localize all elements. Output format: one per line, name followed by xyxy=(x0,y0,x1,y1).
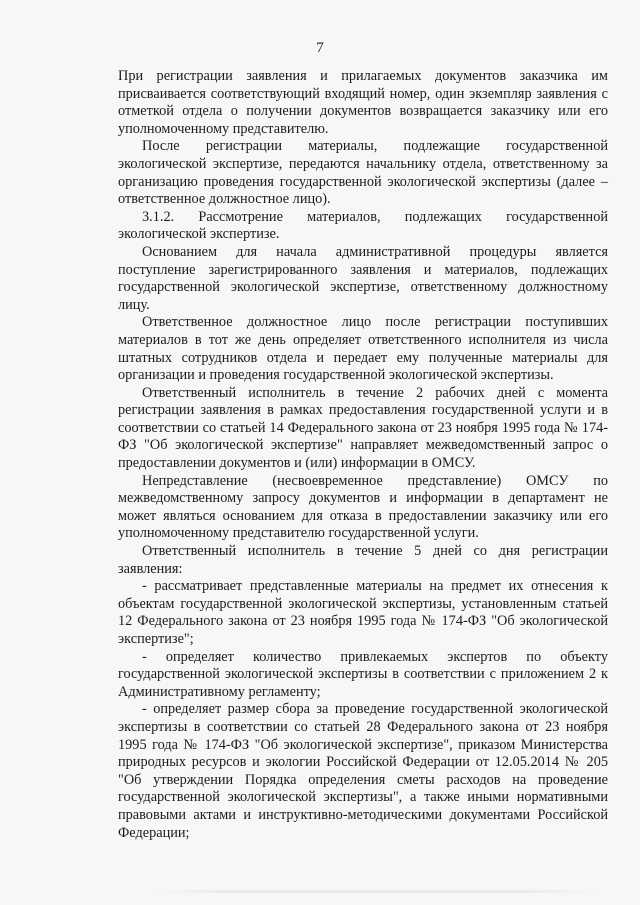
paragraph: Основанием для начала административной процедуры является поступление зарегистрированного заявления и материалов, подлежащих государственной экологической экспертизе, ответственному должностному лицу. xyxy=(118,243,608,313)
paragraph: После регистрации материалы, подлежащие государственной экологической экспертизе, передаются начальнику отдела, ответственному за организацию проведения государственной экологической экспертизы (далее – ответственное должностное лицо). xyxy=(118,138,608,208)
list-item: - определяет количество привлекаемых экспертов по объекту государственной экологической экспертизы в соответствии с приложением 2 к Административному регламенту; xyxy=(118,648,608,700)
document-body xyxy=(118,68,608,842)
paragraph: Непредставление (несвоевременное представление) ОМСУ по межведомственному запросу документов и информации в департамент не может являться основанием для отказа в предоставлении заказчику или его уполномоченному представителю государственной услуги. xyxy=(118,472,608,542)
page-number: 7 xyxy=(316,40,324,56)
paragraph: Ответственное должностное лицо после регистрации поступивших материалов в тот же день определяет ответственного исполнителя из числа штатных сотрудников отдела и передает ему полученные материалы для организации и проведения государственной экологической экспертизы. xyxy=(118,314,608,384)
paragraph: Ответственный исполнитель в течение 2 рабочих дней с момента регистрации заявления в рамках предоставления государственной услуги и в соответствии со статьей 14 Федерального закона от 23 ноября 1995 года № 174-ФЗ "Об экологической экспертизе" направляет межведомственный запрос о предоставлении документов и (или) информации в ОМСУ. xyxy=(118,384,608,472)
paragraph: При регистрации заявления и прилагаемых документов заказчика им присваивается соответствующий входящий номер, один экземпляр заявления с отметкой отдела о получении документов возвращается заказчику или его уполномоченному представителю. xyxy=(118,68,608,137)
paragraph: Ответственный исполнитель в течение 5 дней со дня регистрации заявления: xyxy=(118,543,608,577)
scan-edge-shadow xyxy=(150,890,600,893)
list-item: - определяет размер сбора за проведение государственной экологической экспертизы в соответствии со статьей 28 Федерального закона от 23 ноября 1995 года № 174-ФЗ "Об экологической экспертизе", приказом Министерства природных ресурсов и экологии Российской Федерации от 12.05.2014 № 205 "Об утверждении Порядка определения сметы расходов на проведение государственной экологической экспертизы", а также иными нормативными правовыми актами и инструктивно-методическими документами Российской Федерации; xyxy=(118,701,608,841)
list-item: - рассматривает представленные материалы на предмет их отнесения к объектам государственной экологической экспертизы, установленным статьей 12 Федерального закона от 23 ноября 1995 года № 174-ФЗ "Об экологической экспертизе"; xyxy=(118,578,608,647)
section-heading: 3.1.2. Рассмотрение материалов, подлежащих государственной экологической экспертизе. xyxy=(118,208,608,243)
